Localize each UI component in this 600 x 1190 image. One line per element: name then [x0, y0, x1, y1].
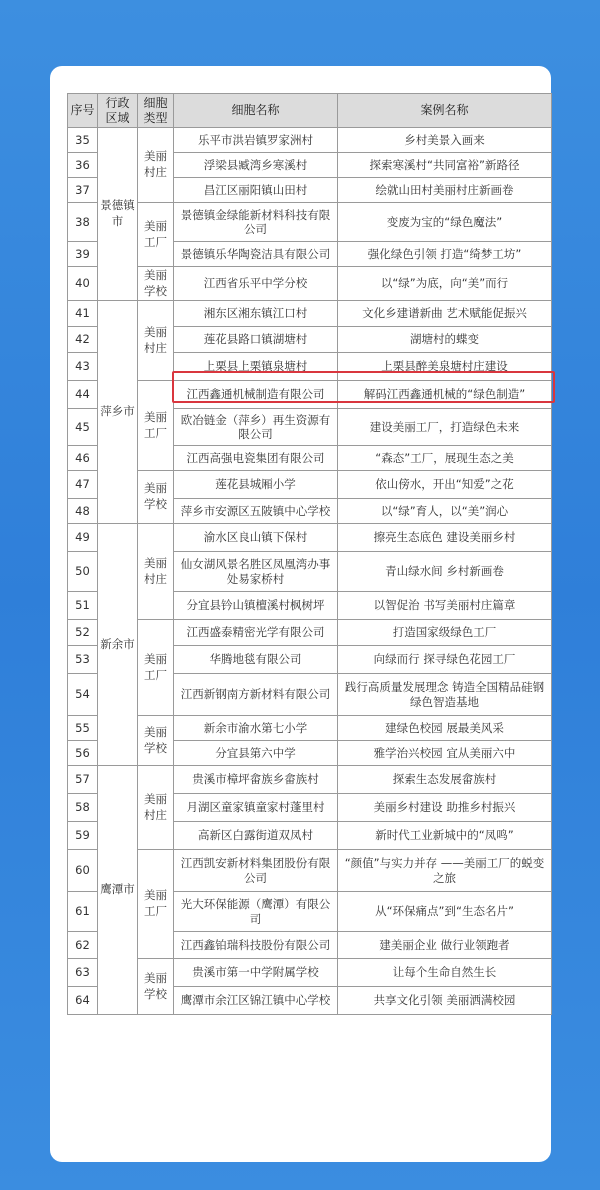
cell-name: 欧冶链金（萍乡）再生资源有限公司	[174, 409, 338, 446]
type-cell: 美丽村庄	[138, 524, 174, 620]
row-number: 58	[68, 794, 98, 822]
cell-name: 江西鑫通机械制造有限公司	[174, 381, 338, 409]
type-cell: 美丽工厂	[138, 620, 174, 716]
table-row	[68, 267, 552, 301]
cell-name: 新余市渝水第七小学	[174, 716, 338, 741]
type-cell: 美丽工厂	[138, 381, 174, 471]
case-name: 建绿色校园 展最美风采	[338, 716, 552, 741]
row-number: 37	[68, 178, 98, 203]
case-name: 乡村美景入画来	[338, 128, 552, 153]
type-cell: 美丽学校	[138, 716, 174, 766]
cell-name: 光大环保能源（鹰潭）有限公司	[174, 892, 338, 932]
row-number: 54	[68, 674, 98, 716]
row-number: 62	[68, 932, 98, 959]
row-number: 43	[68, 353, 98, 381]
table-row	[68, 959, 552, 987]
cell-name: 乐平市洪岩镇罗家洲村	[174, 128, 338, 153]
case-name: 践行高质量发展理念 铸造全国精品硅钢绿色智造基地	[338, 674, 552, 716]
row-number: 50	[68, 552, 98, 592]
row-number: 52	[68, 620, 98, 646]
cell-name: 贵溪市第一中学附属学校	[174, 959, 338, 987]
header-type: 细胞类型	[138, 94, 174, 128]
case-name: 美丽乡村建设 助推乡村振兴	[338, 794, 552, 822]
cell-name: 上栗县上栗镇泉塘村	[174, 353, 338, 381]
cell-name: 分宜县钤山镇檀溪村枫树坪	[174, 592, 338, 620]
region-cell: 新余市	[98, 524, 138, 766]
table-row	[68, 766, 552, 794]
cell-name: 景德镇金绿能新材料科技有限公司	[174, 203, 338, 242]
type-cell: 美丽村庄	[138, 766, 174, 850]
row-number: 56	[68, 741, 98, 766]
case-name: 以“绿”育人，以“美”润心	[338, 499, 552, 524]
case-name: 变废为宝的“绿色魔法”	[338, 203, 552, 242]
region-cell: 鹰潭市	[98, 766, 138, 1015]
row-number: 59	[68, 822, 98, 850]
type-cell: 美丽学校	[138, 959, 174, 1015]
row-number: 64	[68, 987, 98, 1015]
type-cell: 美丽村庄	[138, 128, 174, 203]
row-number: 39	[68, 242, 98, 267]
type-cell: 美丽学校	[138, 267, 174, 301]
cell-name: 江西新钢南方新材料有限公司	[174, 674, 338, 716]
case-name: 解码江西鑫通机械的“绿色制造”	[338, 381, 552, 409]
cell-name: 浮梁县臧湾乡寒溪村	[174, 153, 338, 178]
type-cell: 美丽村庄	[138, 301, 174, 381]
case-name: 建美丽企业 做行业领跑者	[338, 932, 552, 959]
case-name: “颜值”与实力并存 ——美丽工厂的蜕变之旅	[338, 850, 552, 892]
row-number: 42	[68, 327, 98, 353]
header-cell-name: 细胞名称	[174, 94, 338, 128]
type-cell: 美丽工厂	[138, 850, 174, 959]
header-region: 行政区域	[98, 94, 138, 128]
case-name: 新时代工业新城中的“凤鸣”	[338, 822, 552, 850]
table-row	[68, 850, 552, 892]
case-name: 依山傍水，开出“知爱”之花	[338, 471, 552, 499]
case-name: 打造国家级绿色工厂	[338, 620, 552, 646]
case-name: 绘就山田村美丽村庄新画卷	[338, 178, 552, 203]
type-cell: 美丽工厂	[138, 203, 174, 267]
cell-name: 萍乡市安源区五陂镇中心学校	[174, 499, 338, 524]
row-number: 35	[68, 128, 98, 153]
row-number: 60	[68, 850, 98, 892]
table-row	[68, 524, 552, 552]
cell-name: 江西高强电瓷集团有限公司	[174, 446, 338, 471]
row-number: 48	[68, 499, 98, 524]
header-case-name: 案例名称	[338, 94, 552, 128]
cell-name: 华腾地毯有限公司	[174, 646, 338, 674]
case-name: 强化绿色引领 打造“绮梦工坊”	[338, 242, 552, 267]
case-name: 探索寒溪村“共同富裕”新路径	[338, 153, 552, 178]
case-name: “森态”工厂，展现生态之美	[338, 446, 552, 471]
case-name: 以“绿”为底，向“美”而行	[338, 267, 552, 301]
row-number: 44	[68, 381, 98, 409]
row-number: 40	[68, 267, 98, 301]
case-name: 青山绿水间 乡村新画卷	[338, 552, 552, 592]
table-row	[68, 471, 552, 499]
cell-name: 月湖区童家镇童家村蓬里村	[174, 794, 338, 822]
cell-name: 昌江区丽阳镇山田村	[174, 178, 338, 203]
table-row	[68, 301, 552, 327]
row-number: 57	[68, 766, 98, 794]
row-number: 63	[68, 959, 98, 987]
row-number: 55	[68, 716, 98, 741]
row-number: 38	[68, 203, 98, 242]
cell-name: 景德镇乐华陶瓷洁具有限公司	[174, 242, 338, 267]
cell-name: 高新区白露街道双凤村	[174, 822, 338, 850]
cell-name: 贵溪市樟坪畲族乡畲族村	[174, 766, 338, 794]
cell-name: 湘东区湘东镇江口村	[174, 301, 338, 327]
region-cell: 景德镇市	[98, 128, 138, 301]
case-name: 共享文化引领 美丽洒满校园	[338, 987, 552, 1015]
row-number: 45	[68, 409, 98, 446]
row-number: 61	[68, 892, 98, 932]
cell-name: 渝水区良山镇下保村	[174, 524, 338, 552]
cell-name: 鹰潭市余江区锦江镇中心学校	[174, 987, 338, 1015]
type-cell: 美丽学校	[138, 471, 174, 524]
table-row	[68, 128, 552, 153]
case-name: 擦亮生态底色 建设美丽乡村	[338, 524, 552, 552]
case-name: 向绿而行 探寻绿色花园工厂	[338, 646, 552, 674]
case-name: 建设美丽工厂，打造绿色未来	[338, 409, 552, 446]
region-cell: 萍乡市	[98, 301, 138, 524]
case-name: 探索生态发展畲族村	[338, 766, 552, 794]
case-name: 雅学治兴校园 宜从美丽六中	[338, 741, 552, 766]
row-number: 36	[68, 153, 98, 178]
case-name: 文化乡建谱新曲 艺术赋能促振兴	[338, 301, 552, 327]
case-name: 上栗县醉美泉塘村庄建设	[338, 353, 552, 381]
case-name: 让每个生命自然生长	[338, 959, 552, 987]
cell-name: 莲花县路口镇湖塘村	[174, 327, 338, 353]
case-name: 从“环保痛点”到“生态名片”	[338, 892, 552, 932]
row-number: 49	[68, 524, 98, 552]
table-row	[68, 620, 552, 646]
row-number: 47	[68, 471, 98, 499]
cell-name: 莲花县城厢小学	[174, 471, 338, 499]
row-number: 51	[68, 592, 98, 620]
cell-name: 江西凯安新材料集团股份有限公司	[174, 850, 338, 892]
cell-name: 仙女湖风景名胜区凤凰湾办事处易家桥村	[174, 552, 338, 592]
cell-name: 江西省乐平中学分校	[174, 267, 338, 301]
case-name: 湖塘村的蝶变	[338, 327, 552, 353]
row-number: 41	[68, 301, 98, 327]
row-number: 53	[68, 646, 98, 674]
table-row	[68, 716, 552, 741]
case-list-table	[67, 93, 552, 1015]
highlight-box	[172, 371, 555, 403]
cell-name: 分宜县第六中学	[174, 741, 338, 766]
cell-name: 江西鑫铂瑞科技股份有限公司	[174, 932, 338, 959]
table-row	[68, 203, 552, 242]
header-index: 序号	[68, 94, 98, 128]
case-name: 以智促治 书写美丽村庄篇章	[338, 592, 552, 620]
cell-name: 江西盛泰精密光学有限公司	[174, 620, 338, 646]
row-number: 46	[68, 446, 98, 471]
table-header-row	[68, 94, 552, 128]
